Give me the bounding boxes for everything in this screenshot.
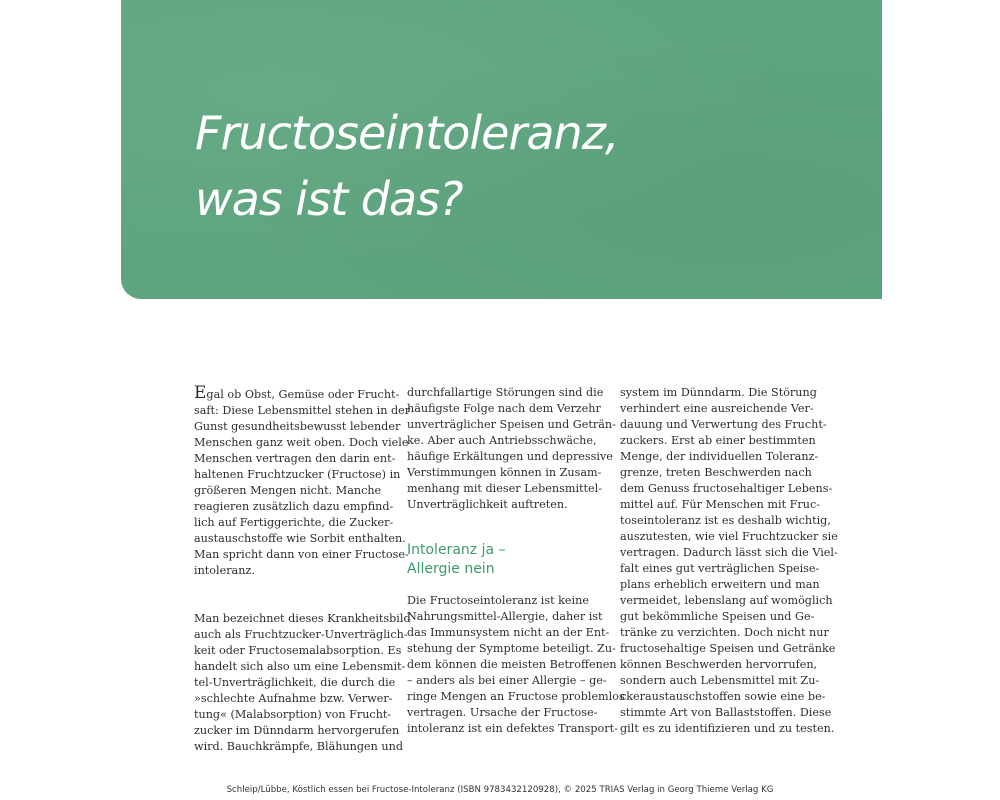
text-line: intoleranz ist ein defektes Transport- bbox=[407, 722, 618, 735]
text-line: intoleranz. bbox=[194, 564, 255, 577]
text-line: »schlechte Aufnahme bzw. Verwer- bbox=[194, 692, 393, 705]
text-line: stehung der Symptome beteiligt. Zu- bbox=[407, 642, 616, 655]
section-heading-line: Allergie nein bbox=[407, 561, 495, 577]
text-line: Menschen vertragen den darin ent- bbox=[194, 452, 396, 465]
text-line: reagieren zusätzlich dazu empfind- bbox=[194, 500, 394, 513]
text-line: – anders als bei einer Allergie – ge- bbox=[407, 674, 607, 687]
text-line: durchfallartige Störungen sind die bbox=[407, 386, 604, 399]
text-line: zuckers. Erst ab einer bestimmten bbox=[620, 434, 816, 447]
text-line: unverträglicher Speisen und Geträn- bbox=[407, 418, 616, 431]
chapter-title bbox=[195, 100, 618, 232]
text-line: saft: Diese Lebensmittel stehen in der bbox=[194, 404, 411, 417]
text-line: tel-Unverträglichkeit, die durch die bbox=[194, 676, 396, 689]
text-line: auch als Fruchtzucker-Unverträglich- bbox=[194, 628, 408, 641]
text-line: keit oder Fructosemalabsorption. Es bbox=[194, 644, 402, 657]
text-line: haltenen Fruchtzucker (Fructose) in bbox=[194, 468, 401, 481]
text-line: lich auf Fertiggerichte, die Zucker- bbox=[194, 516, 394, 529]
text-line: verhindert eine ausreichende Ver- bbox=[620, 402, 814, 415]
text-line bbox=[194, 383, 400, 403]
text-column-3 bbox=[620, 385, 838, 737]
text-line: handelt sich also um eine Lebensmit- bbox=[194, 660, 406, 673]
text-line: vermeidet, lebenslang auf womöglich bbox=[620, 594, 833, 607]
paragraph-spacer bbox=[407, 513, 607, 541]
text-line: toseintoleranz ist es deshalb wichtig, bbox=[620, 514, 831, 527]
paragraph-definition bbox=[194, 611, 411, 755]
text-line: plans erheblich erweitern und man bbox=[620, 578, 820, 591]
text-line: grenze, treten Beschwerden nach bbox=[620, 466, 812, 479]
text-line: können Beschwerden hervorrufen, bbox=[620, 658, 818, 671]
text-line: vertragen. Dadurch lässt sich die Viel- bbox=[620, 546, 838, 559]
text-line: menhang mit dieser Lebensmittel- bbox=[407, 482, 603, 495]
text-line: ringe Mengen an Fructose problemlos bbox=[407, 690, 625, 703]
text-line: Menschen ganz weit oben. Doch viele bbox=[194, 436, 409, 449]
text-line: tränke zu verzichten. Doch nicht nur bbox=[620, 626, 829, 639]
text-line: Unverträglichkeit auftreten. bbox=[407, 498, 568, 511]
chapter-title-line: Fructoseintoleranz, bbox=[195, 106, 619, 160]
text-line: gilt es zu identifizieren und zu testen. bbox=[620, 722, 835, 735]
text-line: tung« (Malabsorption) von Frucht- bbox=[194, 708, 392, 721]
text-line: system im Dünndarm. Die Störung bbox=[620, 386, 817, 399]
text-line: Nahrungsmittel-Allergie, daher ist bbox=[407, 610, 603, 623]
text-line: dauung und Verwertung des Frucht- bbox=[620, 418, 827, 431]
paragraph-transport-system bbox=[620, 385, 838, 737]
text-line: Gunst gesundheitsbewusst lebender bbox=[194, 420, 401, 433]
text-column-1 bbox=[194, 383, 411, 755]
text-line: vertragen. Ursache der Fructose- bbox=[407, 706, 598, 719]
text-line: wird. Bauchkrämpfe, Blähungen und bbox=[194, 740, 403, 753]
text-column-2 bbox=[407, 385, 625, 737]
text-line: Man spricht dann von einer Fructose- bbox=[194, 548, 409, 561]
text-line: größeren Mengen nicht. Manche bbox=[194, 484, 382, 497]
paragraph-intro bbox=[194, 383, 411, 579]
text-line: gut bekömmliche Speisen und Ge- bbox=[620, 610, 815, 623]
text-line: auszutesten, wie viel Fruchtzucker sie bbox=[620, 530, 838, 543]
text-line: Verstimmungen können in Zusam- bbox=[407, 466, 602, 479]
text-line-content: gal ob Obst, Gemüse oder Frucht- bbox=[206, 388, 400, 401]
copyright-footer: Schleip/Lübbe, Köstlich essen bei Fructose-Intoleranz (ISBN 9783432120928), © 2025 TRIAS Verlag in Georg Thieme Verlag KG bbox=[226, 785, 774, 795]
text-line: häufigste Folge nach dem Verzehr bbox=[407, 402, 601, 415]
text-line: fructosehaltige Speisen und Getränke bbox=[620, 642, 836, 655]
text-line: ke. Aber auch Antriebsschwäche, bbox=[407, 434, 597, 447]
text-line: mittel auf. Für Menschen mit Fruc- bbox=[620, 498, 821, 511]
paragraph-spacer bbox=[194, 579, 394, 611]
paragraph-symptoms bbox=[407, 385, 616, 513]
text-line: dem Genuss fructosehaltiger Lebens- bbox=[620, 482, 833, 495]
text-line: Menge, der individuellen Toleranz- bbox=[620, 450, 819, 463]
text-line: sondern auch Lebensmittel mit Zu- bbox=[620, 674, 820, 687]
text-line: Man bezeichnet dieses Krankheitsbild bbox=[194, 612, 411, 625]
text-line: austauschstoffe wie Sorbit enthalten. bbox=[194, 532, 406, 545]
text-line: das Immunsystem nicht an der Ent- bbox=[407, 626, 610, 639]
chapter-title-line: was ist das? bbox=[195, 172, 463, 226]
paragraph-not-allergy bbox=[407, 593, 625, 737]
text-line: Die Fructoseintoleranz ist keine bbox=[407, 594, 589, 607]
section-heading-line: Intoleranz ja – bbox=[407, 542, 506, 558]
title-banner bbox=[121, 0, 882, 299]
text-line: dem können die meisten Betroffenen bbox=[407, 658, 617, 671]
section-heading bbox=[407, 541, 607, 579]
text-line: zucker im Dünndarm hervorgerufen bbox=[194, 724, 400, 737]
text-line: stimmte Art von Ballaststoffen. Diese bbox=[620, 706, 832, 719]
text-line: ckeraustauschstoffen sowie eine be- bbox=[620, 690, 826, 703]
drop-cap: E bbox=[194, 383, 207, 403]
paragraph-spacer bbox=[407, 579, 607, 593]
text-line: falt eines gut verträglichen Speise- bbox=[620, 562, 820, 575]
text-line: häufige Erkältungen und depressive bbox=[407, 450, 613, 463]
